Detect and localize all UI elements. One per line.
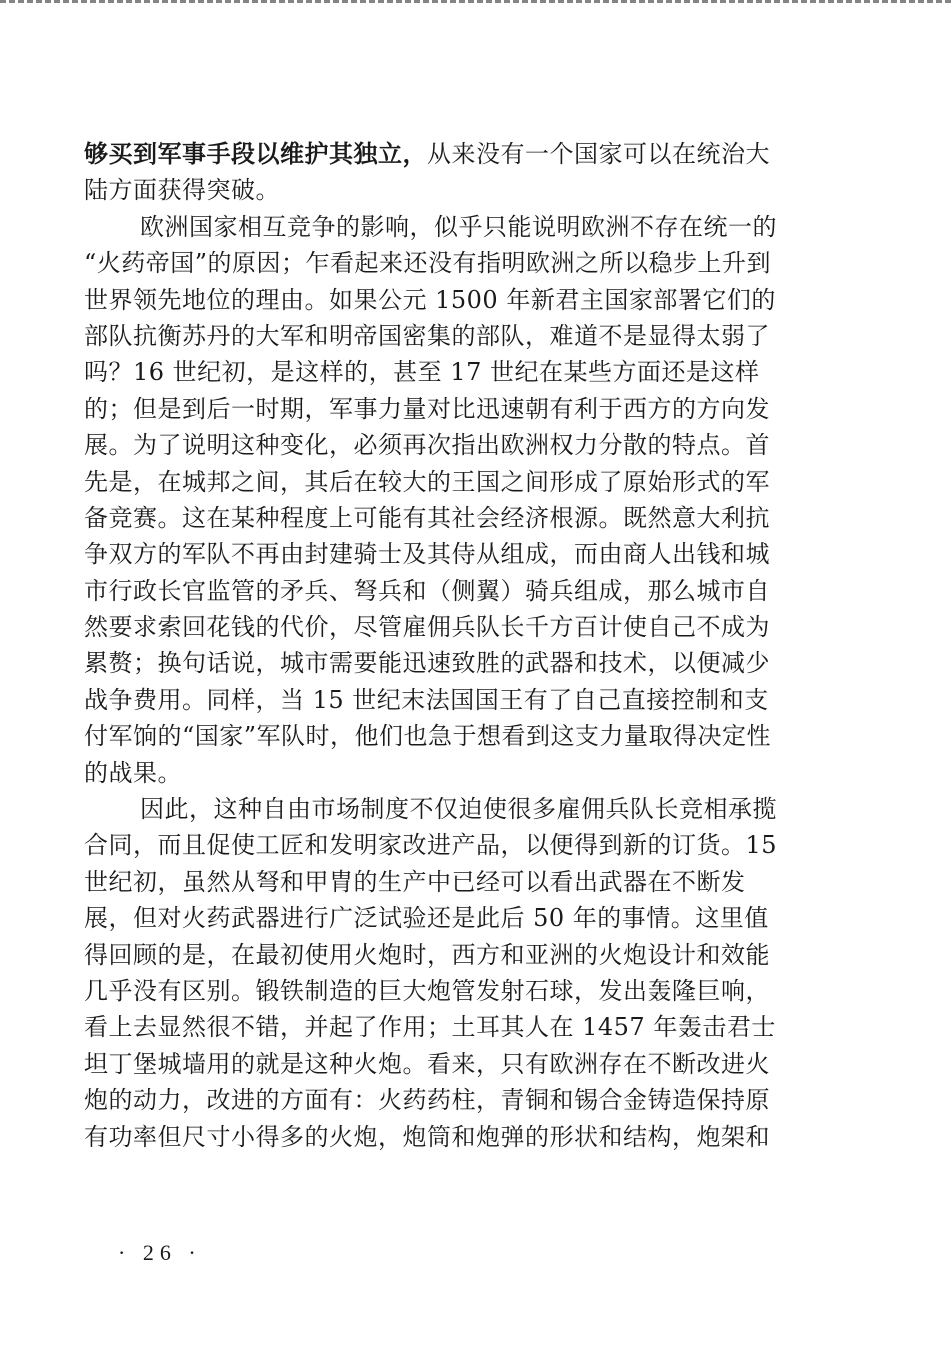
text-line-11: 备竞赛。这在某种程度上可能有其社会经济根源。既然意大利抗 xyxy=(84,503,770,532)
text-line-5: 世界领先地位的理由。如果公元 1500 年新君主国家部署它们的 xyxy=(84,285,776,314)
page-number: · 26 · xyxy=(118,1240,202,1265)
text-line-16: 战争费用。同样，当 15 世纪末法国国王有了自己直接控制和支 xyxy=(84,685,769,714)
text-line-19: 因此，这种自由市场制度不仅迫使很多雇佣兵队长竞相承揽 xyxy=(140,795,777,824)
scan-top-edge xyxy=(0,0,952,3)
text-line-27: 炮的动力，改进的方面有：火药药柱，青铜和锡合金铸造保持原 xyxy=(84,1086,770,1115)
text-line-9: 展。为了说明这种变化，必须再次指出欧洲权力分散的特点。首 xyxy=(84,431,770,460)
line-text: 从来没有一个国家可以在统治大 xyxy=(427,140,770,168)
page-body xyxy=(84,136,860,1155)
text-line-22: 展，但对火药武器进行广泛试验还是此后 50 年的事情。这里值 xyxy=(84,904,769,933)
text-line-4: “火药帝国”的原因；乍看起来还没有指明欧洲之所以稳步上升到 xyxy=(84,249,772,278)
text-line-8: 的；但是到后一时期，军事力量对比迅速朝有利于西方的方向发 xyxy=(84,394,770,423)
text-line-13: 市行政长官监管的矛兵、弩兵和（侧翼）骑兵组成，那么城市自 xyxy=(84,576,770,605)
text-line-15: 累赘；换句话说，城市需要能迅速致胜的武器和技术，以便减少 xyxy=(84,649,770,678)
text-line-17: 付军饷的“国家”军队时，他们也急于想看到这支力量取得决定性 xyxy=(84,722,772,751)
text-line-3: 欧洲国家相互竞争的影响，似乎只能说明欧洲不存在统一的 xyxy=(140,212,777,241)
text-line-1 xyxy=(84,136,860,172)
text-line-21: 世纪初，虽然从弩和甲胄的生产中已经可以看出武器在不断发 xyxy=(84,867,746,896)
text-line-18: 的战果。 xyxy=(84,758,182,787)
text-line-10: 先是，在城邦之间，其后在较大的王国之间形成了原始形式的军 xyxy=(84,467,770,496)
text-line-12: 争双方的军队不再由封建骑士及其侍从组成，而由商人出钱和城 xyxy=(84,540,770,569)
text-line-23: 得回顾的是，在最初使用火炮时，西方和亚洲的火炮设计和效能 xyxy=(84,940,770,969)
text-line-6: 部队抗衡苏丹的大军和明帝国密集的部队，难道不是显得太弱了 xyxy=(84,321,770,350)
text-line-7: 吗？16 世纪初，是这样的，甚至 17 世纪在某些方面还是这样 xyxy=(84,358,760,387)
text-line-2: 陆方面获得突破。 xyxy=(84,176,280,205)
bold-phrase: 够买到军事手段以维护其独立， xyxy=(84,139,427,168)
text-line-25: 看上去显然很不错，并起了作用；土耳其人在 1457 年轰击君士 xyxy=(84,1013,776,1042)
text-line-26: 坦丁堡城墙用的就是这种火炮。看来，只有欧洲存在不断改进火 xyxy=(84,1049,770,1078)
text-line-14: 然要求索回花钱的代价，尽管雇佣兵队长千方百计使自己不成为 xyxy=(84,613,770,642)
text-line-24: 几乎没有区别。锻铁制造的巨大炮管发射石球，发出轰隆巨响， xyxy=(84,976,770,1005)
text-line-28: 有功率但尺寸小得多的火炮，炮筒和炮弹的形状和结构，炮架和 xyxy=(84,1122,770,1151)
text-line-20: 合同，而且促使工匠和发明家改进产品，以便得到新的订货。15 xyxy=(84,831,778,860)
